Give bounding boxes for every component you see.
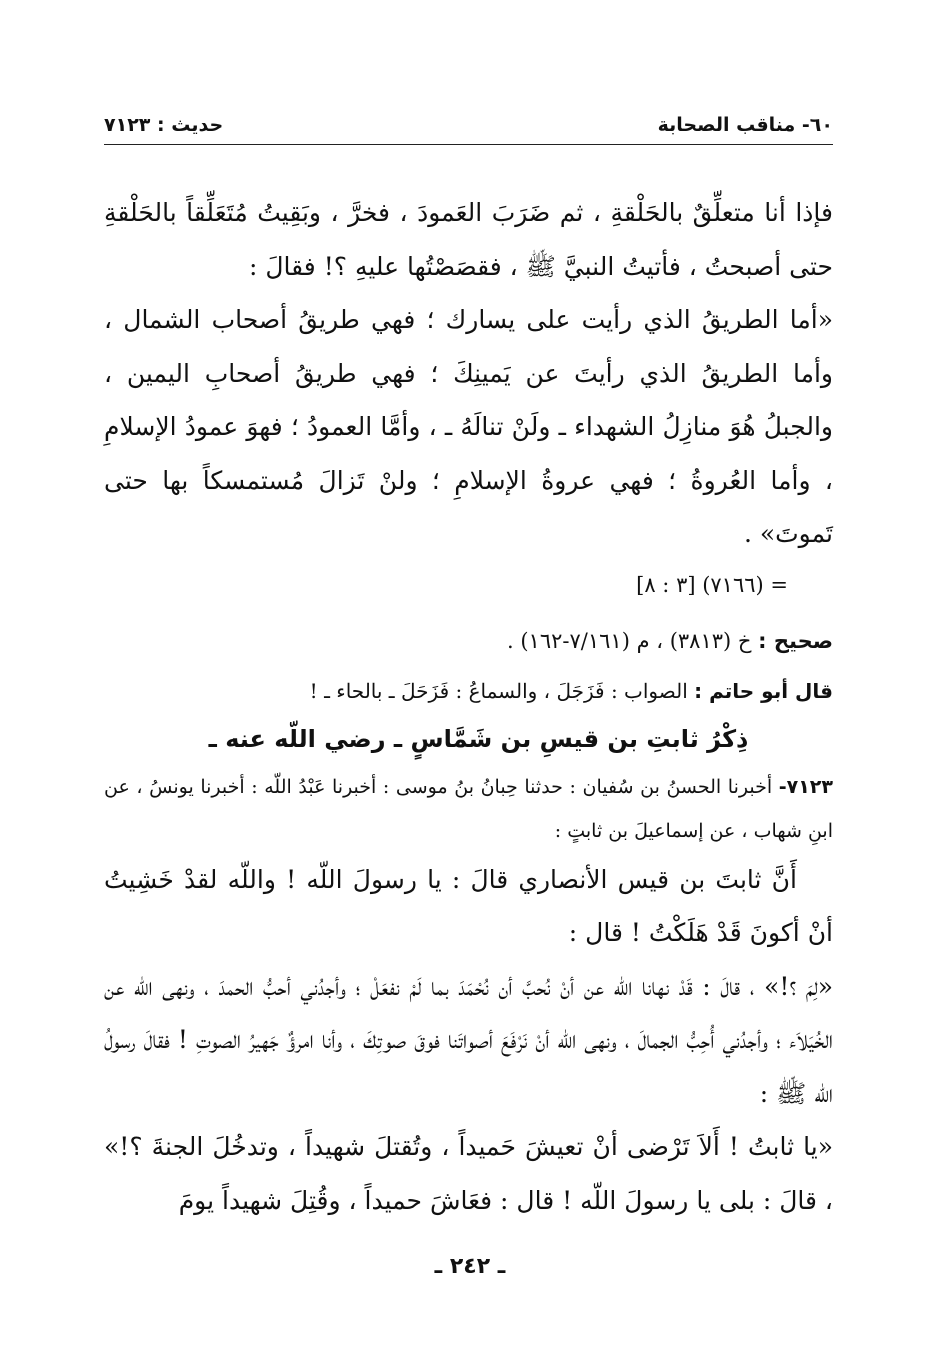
- cross-reference: = (٧١٦٦) [٣ : ٨]: [636, 572, 788, 597]
- grading-text: خ (٣٨١٣) ، م (٧/١٦١-١٦٢) .: [507, 628, 752, 653]
- hadith-number: ٧١٢٣-: [778, 775, 833, 798]
- grading-line: [104, 609, 833, 669]
- comment-line: [104, 669, 833, 713]
- page-body: [104, 186, 833, 1227]
- comment-label: قال أبو حاتم :: [694, 678, 833, 703]
- comment-text: الصواب : فَزَجَلَ ، والسماعُ : فَزَحَلَ ـ بالحاء ـ !: [309, 678, 688, 703]
- isnad-text: أخبرنا الحسنُ بن سُفيان : حدثنا حِبانُ بنُ موسى : أخبرنا عَبْدُ اللّه : أخبرنا يونسُ ، عن ابنِ شهاب ، عن إسماعيلَ بن ثابتٍ :: [104, 775, 833, 842]
- paragraph-5: «يا ثابتُ ! أَلاَ تَرْضى أنْ تعيشَ حَميداً ، وتُقتلَ شهيداً ، وتدخُلَ الجنةَ ؟!» ، قالَ : بلى يا رسولَ اللّه ! قال : فعَاشَ حميداً ، وقُتِلَ شهيداً يومَ: [104, 1132, 833, 1215]
- paragraph-2: «أما الطريقُ الذي رأيت على يسارك ؛ فهي طريقُ أصحاب الشمال ، وأما الطريقُ الذي رأيتَ عن يَمينِكَ ؛ فهي طريقُ أصحابِ اليمين ، والجبلُ هُوَ منازِلُ الشهداء ـ ولَنْ تنالَهُ ـ ، وأمَّا العمودُ ؛ فهوَ عمودُ الإسلامِ ، وأما العُروةُ ؛ فهي عروةُ الإسلامِ ؛ ولنْ تَزالَ مُستمسكاً بها حتى تَموتَ» .: [104, 305, 833, 548]
- page-number: ـ ٢٤٢ ـ: [434, 1254, 506, 1279]
- chapter-heading: ذِكْرُ ثابتِ بن قيسِ بن شَمَّاسٍ ـ رضي اللّه عنه ـ: [208, 724, 749, 753]
- paragraph-4: «لِمَ ؟!» ، قالَ : قَدْ نهانا اللّه عن أنْ نُحبَّ أن نُحْمَدَ بما لَمْ نفعَلْ ؛ وأجدُني أحبُّ الحمدَ ، ونهى اللّه عن الخُيَلاَء ؛ وأجدُني أُحِبُّ الجمالَ ، ونهى اللّه أنْ نَرْفَعَ أصواتَنا فوقَ صوتِكَ ، وأنا امرؤٌ جَهيرُ الصوتِ ! فقالَ رسولُ اللّه ﷺ :: [104, 971, 833, 1108]
- isnad-line: [104, 765, 833, 853]
- running-header: [104, 108, 833, 145]
- hadith-reference: حديث : ٧١٢٣: [104, 114, 224, 136]
- grading-label: صحيح :: [758, 628, 833, 653]
- paragraph-3: أَنَّ ثابتَ بن قيس الأنصاري قالَ : يا رسولَ اللّه ! واللّه لقدْ خَشِيتُ أنْ أكونَ قَدْ هَلَكْتُ ! قال :: [104, 864, 833, 947]
- paragraph-1: فإذا أنا متعلِّقٌ بالحَلْقةِ ، ثم ضَرَبَ العَمودَ ، فخرَّ ، وبَقِيتُ مُتَعَلِّقاً بالحَلْقةِ حتى أصبحتُ ، فأتيتُ النبيَّ ﷺ ، فقصَصْتُها عليهِ ؟! فقالَ :: [104, 198, 833, 281]
- section-title: ٦٠- مناقب الصحابة: [657, 114, 833, 136]
